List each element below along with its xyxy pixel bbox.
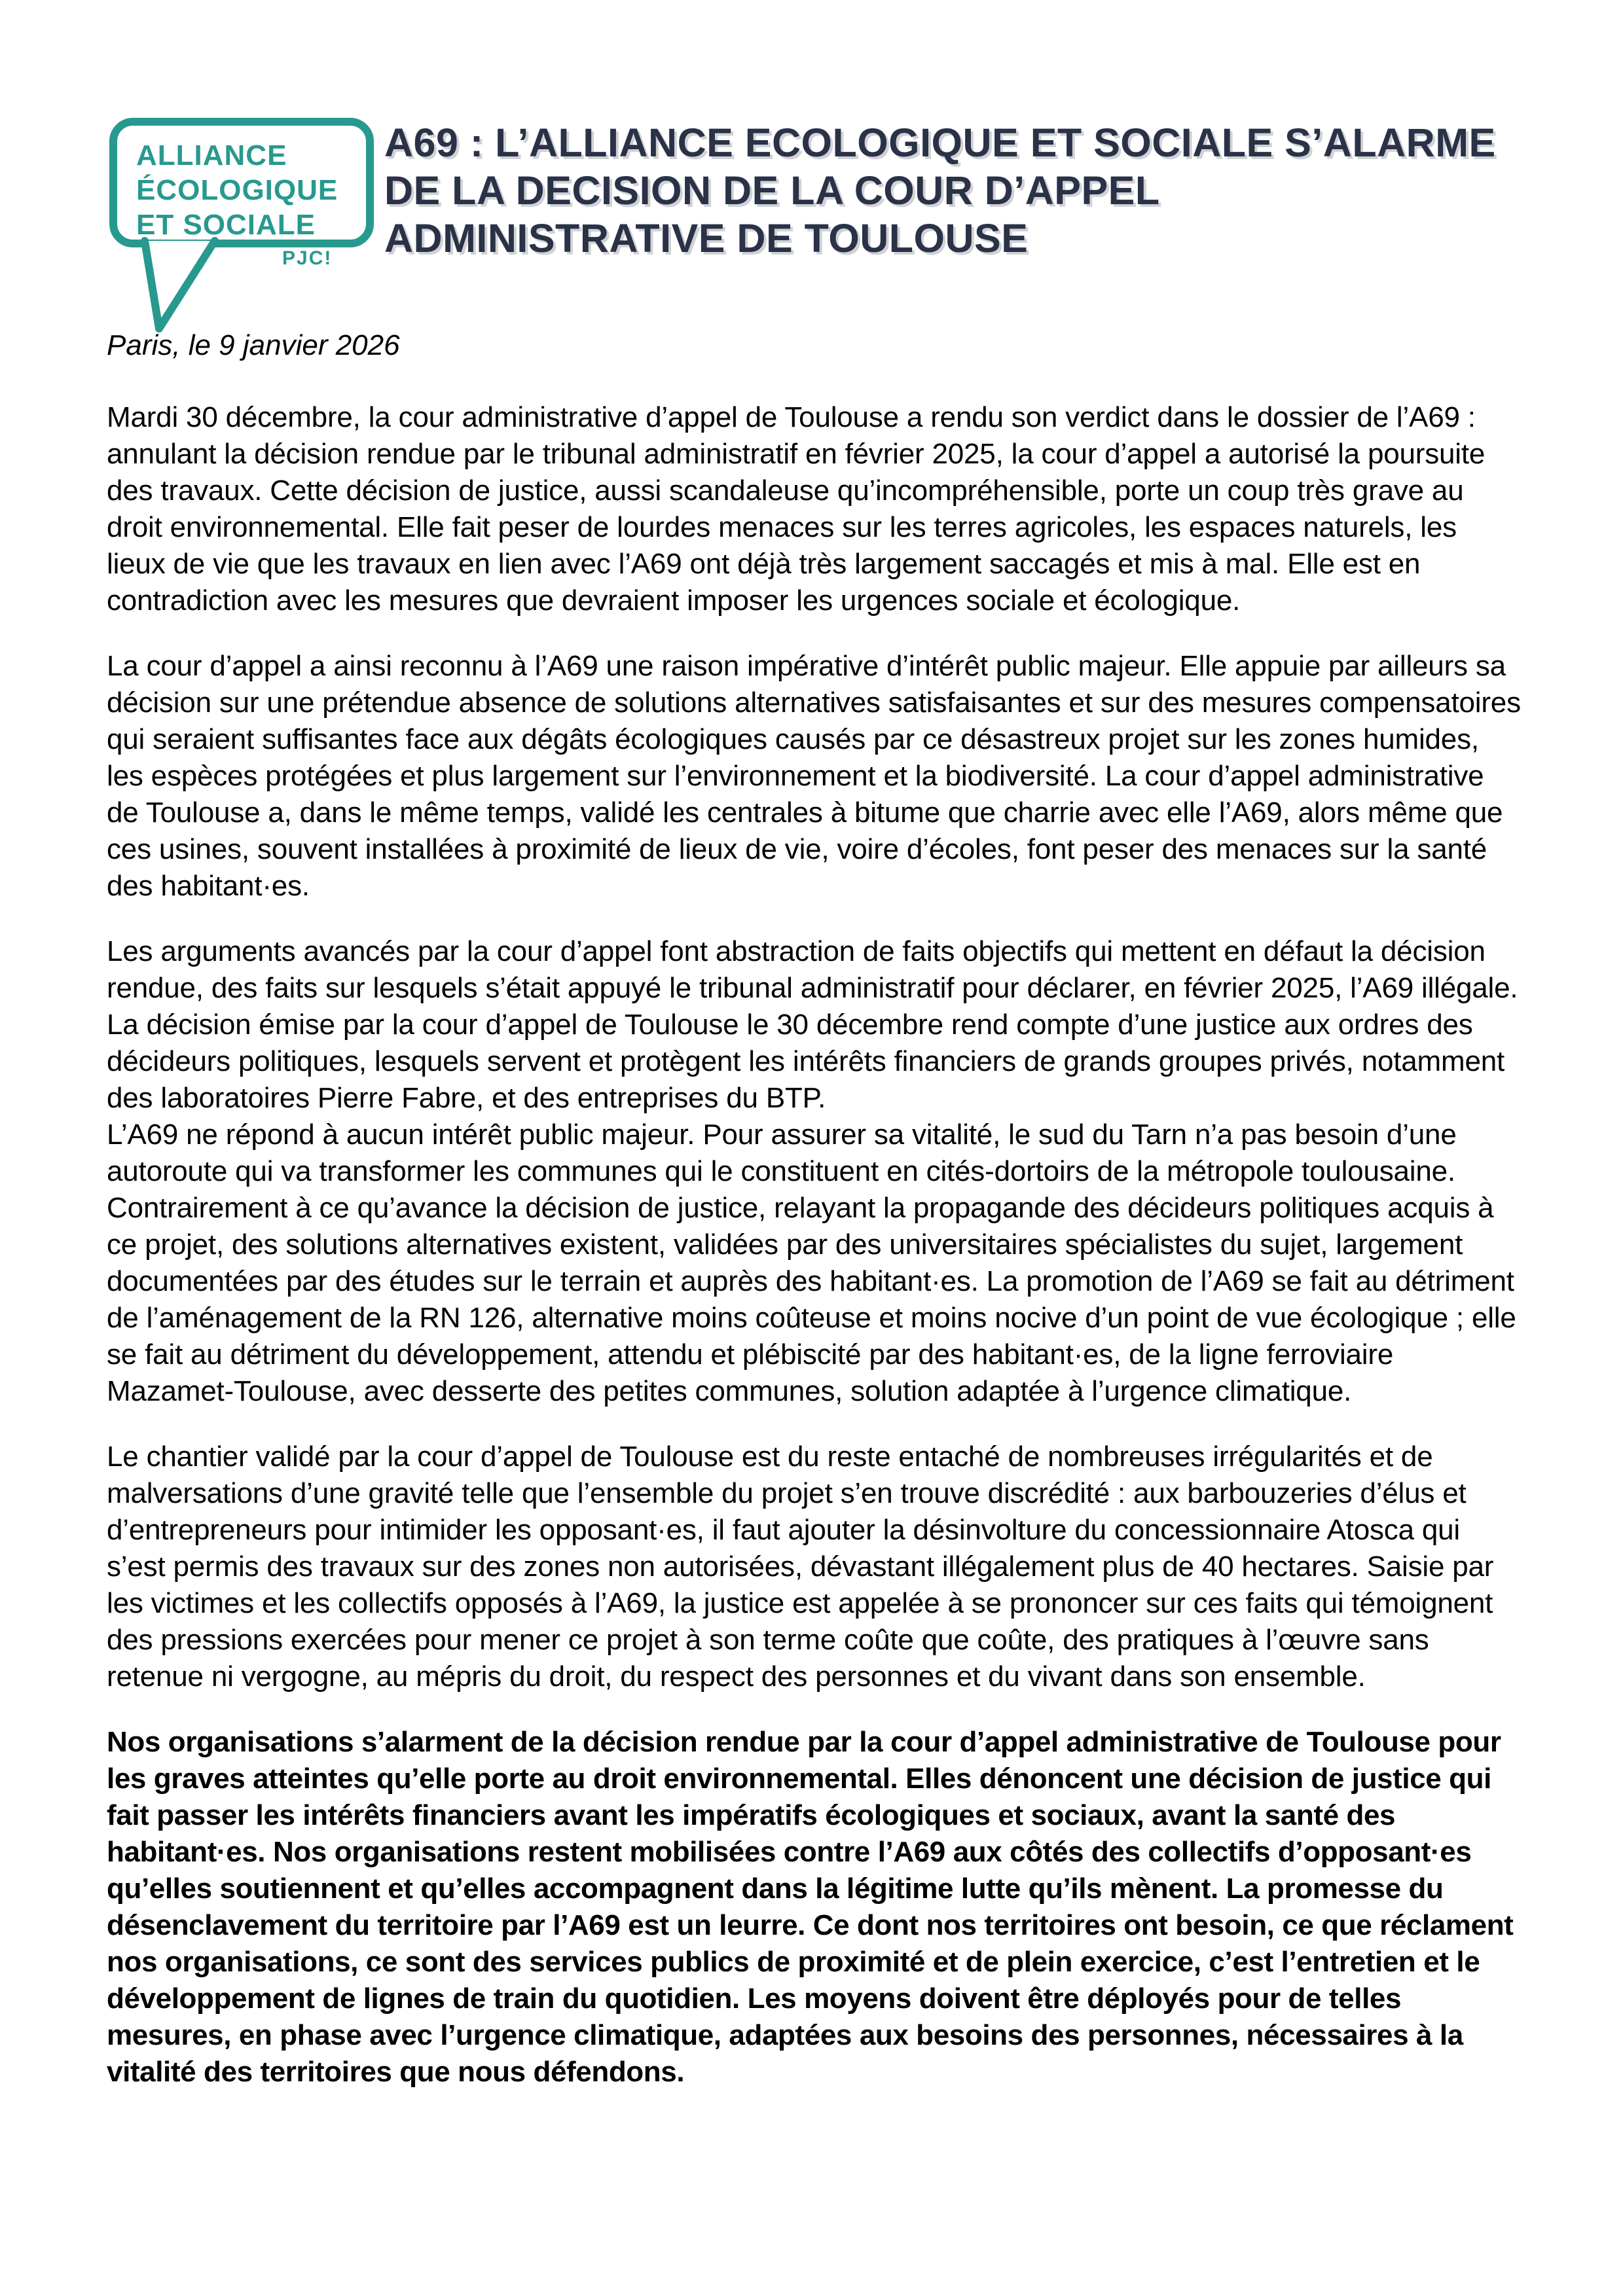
paragraph-3: Les arguments avancés par la cour d’appel font abstraction de faits objectifs qui mettent en défaut la décision rendue, des faits sur lesquels s’était appuyé le tribunal administratif pour déclarer, en février 2025, l’A69 illégale. La décision émise par la cour d’appel de Toulouse le 30 décembre rend compte d’une justice aux ordres des décideurs politiques, lesquels servent et protègent les intérêts financiers de grands groupes privés, notamment des laboratoires Pierre Fabre, et des entreprises du BTP. (107, 935, 1518, 1114)
header (107, 111, 1521, 314)
logo-line-1: ALLIANCE (136, 139, 287, 171)
paragraph-1: Mardi 30 décembre, la cour administrative d’appel de Toulouse a rendu son verdict dans le dossier de l’A69 : annulant la décision rendue par le tribunal administratif en février 2025, la cour d’appel a autorisé la poursuite des travaux. Cette décision de justice, aussi scandaleuse qu’incompréhensible, porte un coup très grave au droit environnemental. Elle fait peser de lourdes menaces sur les terres agricoles, les espaces naturels, les lieux de vie que les travaux en lien avec l’A69 ont déjà très largement saccagés et mis à mal. Elle est en contradiction avec les mesures que devraient imposer les urgences sociale et écologique. (107, 401, 1486, 617)
logo-tagline: PJC! (282, 247, 333, 269)
alliance-ecologique-et-sociale-logo (107, 113, 382, 338)
paragraph-5: Le chantier validé par la cour d’appel de Toulouse est du reste entaché de nombreuses irrégularités et de malversations d’une gravité telle que l’ensemble du projet s’en trouve discrédité : aux barbouzeries d’élus et d’entrepreneurs pour intimider les opposant·es, il faut ajouter la désinvolture du concessionnaire Atosca qui s’est permis des travaux sur des zones non autorisées, dévastant illégalement plus de 40 hectares. Saisie par les victimes et les collectifs opposés à l’A69, la justice est appelée à se prononcer sur ces faits qui témoignent des pressions exercées pour mener ce projet à son terme coûte que coûte, des pratiques à l’œuvre sans retenue ni vergogne, au mépris du droit, du respect des personnes et du vivant dans son ensemble. (107, 1441, 1494, 1693)
paragraph-6-conclusion: Nos organisations s’alarment de la décision rendue par la cour d’appel administrative de Toulouse pour les graves atteintes qu’elle porte au droit environnemental. Elles dénoncent une décision de justice qui fait passer les intérêts financiers avant les impératifs écologiques et sociaux, avant la santé des habitant·es. Nos organisations restent mobilisées contre l’A69 aux côtés des collectifs d’opposant·es qu’elles soutiennent et qu’elles accompagnent dans la légitime lutte qu’ils mènent. La promesse du désenclavement du territoire par l’A69 est un leurre. Ce dont nos territoires ont besoin, ce que réclament nos organisations, ce sont des services publics de proximité et de plein exercice, c’est l’entretien et le développement de lignes de train du quotidien. Les moyens doivent être déployés pour de telles mesures, en phase avec l’urgence climatique, adaptées aux besoins des personnes, nécessaires à la vitalité des territoires que nous défendons. (107, 1726, 1514, 2088)
logo-line-3: ET SOCIALE (136, 209, 316, 241)
paragraph-4: L’A69 ne répond à aucun intérêt public majeur. Pour assurer sa vitalité, le sud du Tarn n’a pas besoin d’une autoroute qui va transformer les communes qui le constituent en cités-dortoirs de la métropole toulousaine. Contrairement à ce qu’avance la décision de justice, relayant la propagande des décideurs politiques acquis à ce projet, des solutions alternatives existent, validées par des universitaires spécialistes du sujet, largement documentées par des études sur le terrain et auprès des habitant·es. La promotion de l’A69 se fait au détriment de l’aménagement de la RN 126, alternative moins coûteuse et moins nocive d’un point de vue écologique ; elle se fait au détriment du développement, attendu et plébiscité par des habitant·es, de la ligne ferroviaire Mazamet-Toulouse, avec desserte des petites communes, solution adaptée à l’urgence climatique. (107, 1119, 1516, 1407)
paragraph-2: La cour d’appel a ainsi reconnu à l’A69 une raison impérative d’intérêt public majeur. Elle appuie par ailleurs sa décision sur une prétendue absence de solutions alternatives satisfaisantes et sur des mesures compensatoires qui seraient suffisantes face aux dégâts écologiques causés par ce désastreux projet sur les zones humides, les espèces protégées et plus largement sur l’environnement et la biodiversité. La cour d’appel administrative de Toulouse a, dans le même temps, validé les centrales à bitume que charrie avec elle l’A69, alors même que ces usines, souvent installées à proximité de lieux de vie, voire d’écoles, font peser des menaces sur la santé des habitant·es. (107, 650, 1521, 902)
speech-bubble-tail (145, 241, 215, 329)
logo-line-2: ÉCOLOGIQUE (136, 174, 338, 206)
dateline: Paris, le 9 janvier 2026 (107, 329, 400, 361)
page-title: A69 : L’ALLIANCE ECOLOGIQUE ET SOCIALE S’ALARME DE LA DECISION DE LA COUR D’APPEL ADMINISTRATIVE DE TOULOUSE (384, 120, 1496, 260)
